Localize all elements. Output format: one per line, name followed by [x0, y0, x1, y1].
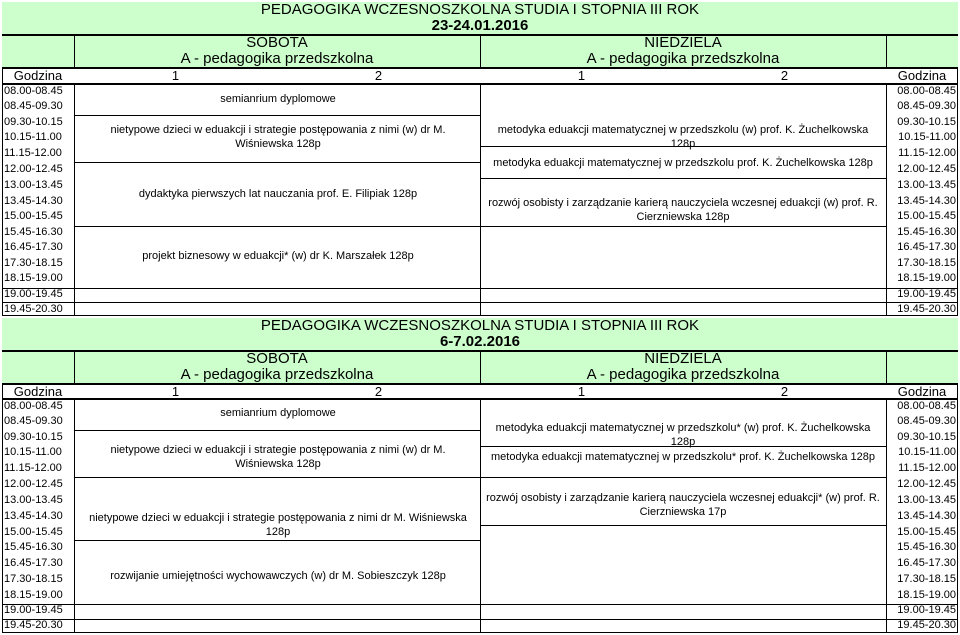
time-label: 13.45-14.30 — [897, 195, 956, 207]
header-sun-1: 1 — [577, 68, 586, 83]
time-label: 19.00-19.45 — [4, 288, 63, 300]
time-label: 15.45-16.30 — [897, 226, 956, 238]
lesson-cell: rozwijanie umiejętności wychowawczych (w) dr M. Sobieszczyk 128p — [110, 570, 446, 582]
day-saturday: SOBOTA — [246, 34, 308, 51]
time-label: 10.15-11.00 — [898, 446, 956, 458]
time-label: 13.00-13.45 — [4, 179, 63, 191]
page-title: PEDAGOGIKA WCZESNOSZKOLNA STUDIA I STOPNIA III ROK — [260, 1, 700, 18]
time-label: 15.00-15.45 — [4, 526, 63, 538]
lesson-cell: semianrium dyplomowe — [220, 93, 336, 105]
time-label: 09.30-10.15 — [4, 431, 63, 443]
header-hour-right: Godzina — [897, 68, 947, 83]
time-label: 08.00-08.45 — [897, 85, 956, 97]
time-label: 11.15-12.00 — [4, 462, 62, 474]
time-label: 13.00-13.45 — [4, 494, 63, 506]
time-label: 15.45-16.30 — [4, 541, 63, 553]
lesson-cell: metodyka eduakcji matematycznej w przedszkolu (w) prof. K. Żuchelkowska 128p — [497, 124, 869, 150]
time-label: 16.45-17.30 — [897, 557, 956, 569]
date-range: 6-7.02.2016 — [439, 333, 521, 350]
time-label: 11.15-12.00 — [898, 462, 956, 474]
divider — [480, 399, 481, 633]
divider — [886, 35, 887, 67]
time-label: 12.00-12.45 — [897, 478, 956, 490]
divider — [74, 162, 480, 163]
time-label: 19.45-20.30 — [4, 303, 63, 315]
time-label: 08.45-09.30 — [4, 100, 63, 112]
group-saturday: A - pedagogika przedszkolna — [180, 366, 374, 383]
time-label: 08.00-08.45 — [4, 85, 63, 97]
time-label: 13.00-13.45 — [897, 494, 956, 506]
lesson-cell: projekt biznesowy w eduakcji* (w) dr K. Marszałek 128p — [142, 250, 414, 262]
divider — [74, 430, 480, 431]
time-label: 10.15-11.00 — [4, 446, 62, 458]
divider — [2, 302, 958, 303]
time-label: 19.45-20.30 — [897, 619, 956, 631]
time-label: 17.30-18.15 — [897, 573, 956, 585]
group-saturday: A - pedagogika przedszkolna — [180, 50, 374, 67]
time-label: 19.00-19.45 — [897, 288, 956, 300]
header-sat-1: 1 — [171, 384, 180, 399]
time-label: 08.45-09.30 — [897, 100, 956, 112]
date-range: 23-24.01.2016 — [431, 17, 529, 34]
divider — [74, 115, 480, 116]
header-hour-right: Godzina — [897, 384, 947, 399]
time-label: 10.15-11.00 — [4, 131, 62, 143]
divider — [480, 477, 886, 478]
time-label: 08.45-09.30 — [897, 415, 956, 427]
time-label: 18.15-19.00 — [4, 272, 63, 284]
time-label: 11.15-12.00 — [4, 147, 62, 159]
time-label: 18.15-19.00 — [897, 272, 956, 284]
time-label: 19.00-19.45 — [4, 604, 63, 616]
time-label: 12.00-12.45 — [897, 163, 956, 175]
divider — [480, 35, 481, 67]
time-label: 09.30-10.15 — [897, 431, 956, 443]
header-hour-left: Godzina — [13, 68, 63, 83]
time-label: 13.45-14.30 — [897, 510, 956, 522]
time-label: 18.15-19.00 — [897, 589, 956, 601]
time-label: 13.45-14.30 — [4, 510, 63, 522]
time-label: 08.00-08.45 — [4, 400, 63, 412]
lesson-cell: metodyka eduakcji matematycznej w przedszkolu* (w) prof. K. Żuchelkowska 128p — [495, 422, 871, 448]
lesson-cell: rozwój osobisty i zarządzanie karierą nauczyciela wczesnej eduakcji (w) prof. R. Cierzniewska 128p — [488, 197, 878, 223]
divider — [480, 351, 481, 383]
lesson-cell: nietypowe dzieci w eduakcji i strategie postępowania z nimi (w) dr M. Wiśniewska 128p — [110, 124, 446, 150]
divider — [74, 477, 480, 478]
divider — [2, 619, 958, 620]
time-label: 12.00-12.45 — [4, 478, 63, 490]
time-label: 08.00-08.45 — [897, 400, 956, 412]
day-saturday: SOBOTA — [246, 350, 308, 367]
time-label: 13.00-13.45 — [897, 179, 956, 191]
lesson-cell: semianrium dyplomowe — [220, 407, 336, 419]
time-label: 19.45-20.30 — [4, 619, 63, 631]
schedule-week-2 — [2, 318, 958, 633]
page-title: PEDAGOGIKA WCZESNOSZKOLNA STUDIA I STOPNIA III ROK — [260, 317, 700, 334]
lesson-cell: nietypowe dzieci w eduakcji i strategie postępowania z nimi dr M. Wiśniewska 128p — [89, 512, 467, 538]
divider — [480, 178, 886, 179]
time-label: 08.45-09.30 — [4, 415, 63, 427]
divider — [2, 288, 958, 289]
day-sunday: NIEDZIELA — [644, 350, 722, 367]
time-label: 17.30-18.15 — [4, 257, 63, 269]
day-sunday: NIEDZIELA — [644, 34, 722, 51]
lesson-cell: nietypowe dzieci w eduakcji i strategie postępowania z nimi (w) dr M. Wiśniewska 128p — [110, 444, 446, 470]
divider — [74, 540, 480, 541]
schedule-week-1 — [2, 2, 958, 316]
time-label: 12.00-12.45 — [4, 163, 63, 175]
time-label: 15.00-15.45 — [4, 210, 63, 222]
divider — [74, 351, 75, 383]
time-label: 16.45-17.30 — [897, 241, 956, 253]
divider — [886, 351, 887, 383]
divider — [480, 226, 886, 227]
header-sun-2: 2 — [780, 68, 789, 83]
divider — [74, 35, 75, 67]
time-label: 19.45-20.30 — [897, 303, 956, 315]
group-sunday: A - pedagogika przedszkolna — [586, 366, 780, 383]
divider — [480, 525, 886, 526]
lesson-cell: metodyka eduakcji matematycznej w przedszkolu prof. K. Żuchelkowska 128p — [493, 157, 873, 169]
time-label: 10.15-11.00 — [898, 131, 956, 143]
time-label: 17.30-18.15 — [4, 573, 63, 585]
time-label: 15.45-16.30 — [4, 226, 63, 238]
divider — [480, 84, 481, 316]
lesson-cell: rozwój osobisty i zarządzanie karierą nauczyciela wczesnej eduakcji* (w) prof. R. Cierzniewska 17p — [486, 492, 880, 518]
header-hour-left: Godzina — [13, 384, 63, 399]
time-label: 15.45-16.30 — [897, 541, 956, 553]
header-sat-2: 2 — [374, 384, 383, 399]
time-label: 19.00-19.45 — [897, 604, 956, 616]
header-sat-1: 1 — [171, 68, 180, 83]
divider — [2, 604, 958, 605]
lesson-cell: dydaktyka pierwszych lat nauczania prof. E. Filipiak 128p — [138, 188, 418, 200]
time-label: 15.00-15.45 — [897, 526, 956, 538]
group-sunday: A - pedagogika przedszkolna — [586, 50, 780, 67]
time-label: 18.15-19.00 — [4, 589, 63, 601]
time-label: 15.00-15.45 — [897, 210, 956, 222]
divider — [74, 226, 480, 227]
time-label: 17.30-18.15 — [897, 257, 956, 269]
header-sat-2: 2 — [374, 68, 383, 83]
time-label: 09.30-10.15 — [4, 116, 63, 128]
time-label: 16.45-17.30 — [4, 241, 63, 253]
lesson-cell: metodyka eduakcji matematycznej w przedszkolu* prof. K. Żuchelkowska 128p — [491, 451, 875, 463]
time-label: 16.45-17.30 — [4, 557, 63, 569]
header-sun-2: 2 — [780, 384, 789, 399]
time-label: 13.45-14.30 — [4, 195, 63, 207]
header-sun-1: 1 — [577, 384, 586, 399]
time-label: 09.30-10.15 — [897, 116, 956, 128]
time-label: 11.15-12.00 — [898, 147, 956, 159]
